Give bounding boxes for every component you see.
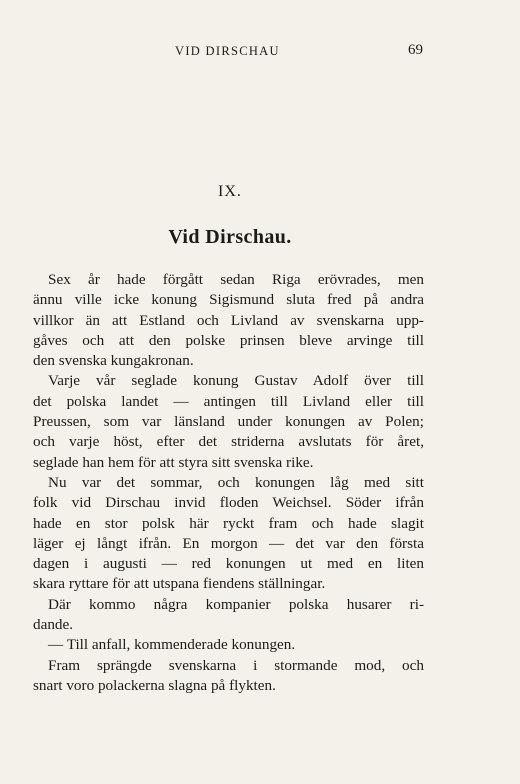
text-line: det polska landet — antingen till Livland eller till [33, 392, 424, 410]
text-line: den svenska kungakronan. [33, 352, 194, 370]
paragraph [33, 473, 424, 595]
text-line: snart voro polackerna slagna på flykten. [33, 676, 276, 694]
chapter-title: Vid Dirschau. [168, 226, 292, 248]
text-line: dande. [33, 616, 74, 634]
text-line: Varje vår seglade konung Gustav Adolf över till [48, 372, 424, 390]
paragraph [33, 635, 424, 655]
paragraph [33, 595, 424, 636]
text-line: Där kommo några kompanier polska husarer ri- [48, 595, 424, 613]
text-line: gåves och att den polske prinsen bleve arvinge till [33, 331, 424, 349]
text-line: — Till anfall, kommenderade konungen. [48, 636, 296, 654]
text-line: folk vid Dirschau invid floden Weichsel. Söder ifrån [33, 494, 424, 512]
running-title: VID DIRSCHAU [175, 44, 280, 58]
paragraph [33, 270, 424, 371]
text-line: Preussen, som var länsland under konungen av Polen; [33, 413, 424, 431]
text-line: Nu var det sommar, och konungen låg med sitt [48, 473, 424, 491]
page-number: 69 [408, 42, 423, 58]
text-line: Fram sprängde svenskarna i stormande mod, och [48, 656, 424, 674]
text-line: Sex år hade förgått sedan Riga erövrades, men [48, 271, 424, 288]
text-line: läger ej långt ifrån. En morgon — det var den första [33, 534, 424, 552]
body-text [33, 270, 424, 696]
text-line: seglade han hem för att styra sitt svenska rike. [33, 453, 314, 471]
text-line: dagen i augusti — red konungen ut med en liten [33, 555, 424, 573]
text-line: skara ryttare för att utspana fiendens ställningar. [33, 575, 326, 593]
paragraph [33, 371, 424, 472]
text-line: ännu ville icke konung Sigismund sluta fred på andra [33, 291, 424, 309]
chapter-number: IX. [218, 183, 242, 200]
text-line: villkor än att Estland och Livland av svenskarna upp- [33, 311, 424, 329]
running-head [0, 44, 520, 64]
text-line: hade en stor polsk här ryckt fram och hade slagit [33, 514, 424, 532]
paragraph [33, 656, 424, 697]
text-line: och varje höst, efter det striderna avslutats för året, [33, 433, 424, 451]
